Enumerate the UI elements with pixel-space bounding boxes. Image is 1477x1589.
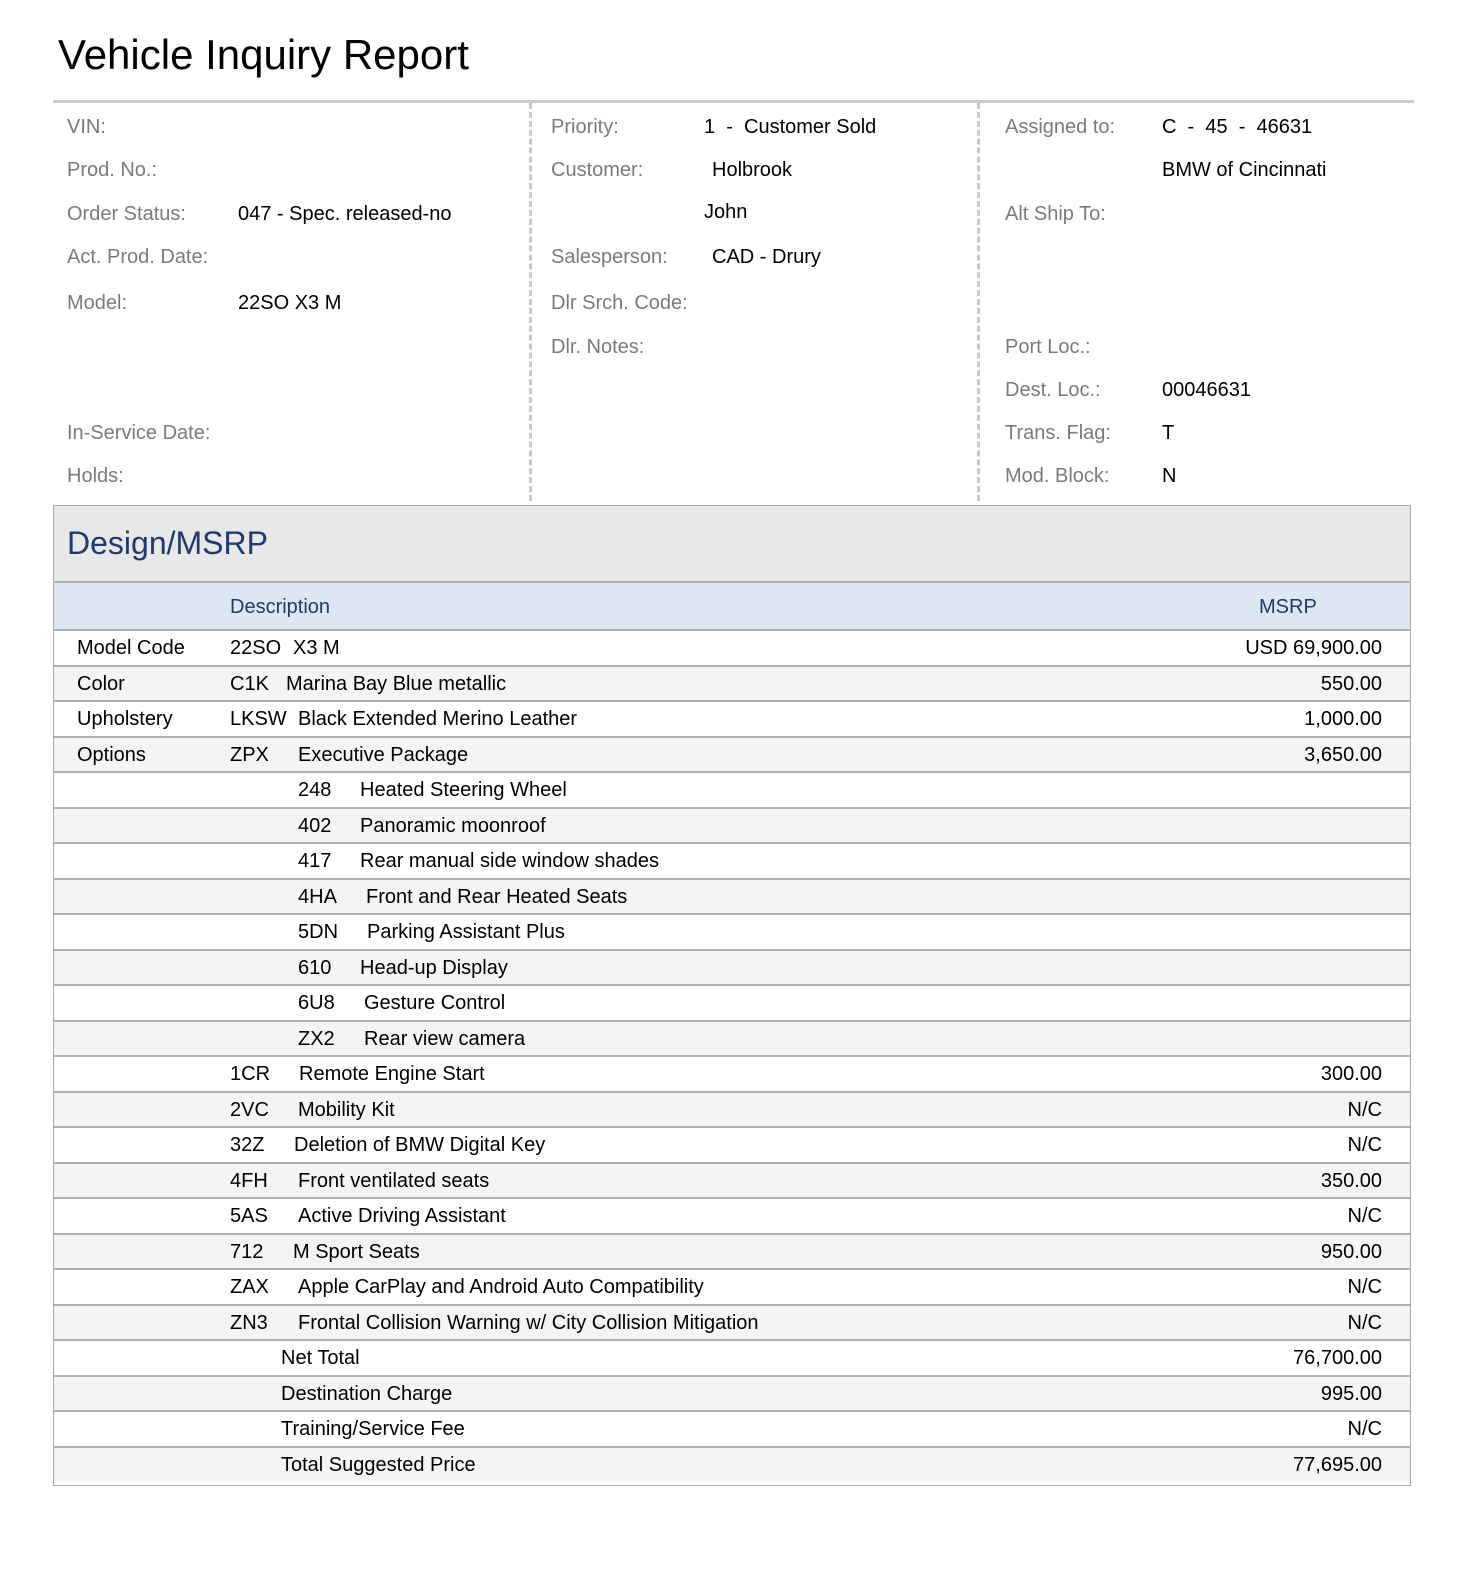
in-service-date-label: In-Service Date: (67, 422, 211, 444)
package-item-code: 5DN (298, 921, 339, 943)
order-status-label: Order Status: (67, 203, 186, 225)
row-price: 550.00 (1320, 672, 1382, 695)
dest-loc-label: Dest. Loc.: (1005, 379, 1101, 401)
mod-block-value: N (1162, 465, 1177, 487)
package-item-row (54, 880, 1410, 916)
package-item-description: Gesture Control (364, 992, 506, 1014)
panel-header (54, 506, 1410, 583)
model-label: Model: (67, 292, 128, 314)
option-price: 300.00 (1320, 1063, 1382, 1085)
package-item-description: Rear view camera (364, 1027, 526, 1050)
order-status-value: 047 - Spec. released-no (238, 203, 452, 225)
customer-label: Customer: (551, 159, 644, 181)
dlr-srch-code-label: Dlr Srch. Code: (551, 292, 688, 314)
package-item-row (54, 1022, 1410, 1058)
row-category: Upholstery (77, 708, 173, 730)
option-row (54, 1128, 1410, 1164)
package-item-row (54, 915, 1410, 951)
dlr-notes-label: Dlr. Notes: (551, 336, 645, 358)
net-total-row (54, 1341, 1410, 1377)
package-item-row (54, 773, 1410, 809)
total-value: 76,700.00 (1293, 1347, 1382, 1369)
assigned-to-code: C - 45 - 46631 (1162, 116, 1313, 138)
total-suggested-price-row (54, 1448, 1410, 1482)
package-item-code: 248 (298, 779, 332, 801)
total-label: Training/Service Fee (281, 1418, 465, 1440)
row-price: 3,650.00 (1304, 743, 1382, 766)
priority-label: Priority: (551, 116, 619, 138)
option-row (54, 1235, 1410, 1271)
alt-ship-to-label: Alt Ship To: (1005, 203, 1106, 225)
msrp-column-header: MSRP (1259, 596, 1317, 618)
report-title: Vehicle Inquiry Report (58, 31, 469, 78)
package-item-code: ZX2 (298, 1027, 335, 1050)
port-loc-label: Port Loc.: (1005, 336, 1091, 358)
package-item-description: Head-up Display (360, 956, 508, 979)
assigned-to-dealer: BMW of Cincinnati (1162, 159, 1327, 181)
option-description: Mobility Kit (298, 1098, 395, 1121)
row-category: Model Code (77, 637, 185, 659)
package-item-code: 417 (298, 850, 332, 872)
option-description: M Sport Seats (293, 1240, 420, 1263)
package-item-row (54, 951, 1410, 987)
act-prod-date-label: Act. Prod. Date: (67, 246, 209, 268)
package-item-code: 6U8 (298, 992, 335, 1014)
row-description: Executive Package (298, 743, 469, 766)
option-code: ZAX (230, 1276, 269, 1298)
option-row (54, 1270, 1410, 1306)
option-price: N/C (1347, 1276, 1382, 1298)
option-description: Frontal Collision Warning w/ City Collision Mitigation (298, 1311, 759, 1334)
total-label: Total Suggested Price (281, 1453, 476, 1476)
row-description: Marina Bay Blue metallic (286, 672, 507, 695)
option-price: N/C (1347, 1098, 1382, 1121)
total-label: Destination Charge (281, 1382, 453, 1405)
total-value: 77,695.00 (1293, 1453, 1382, 1476)
row-code: C1K (230, 672, 269, 695)
row-category: Color (77, 672, 125, 695)
panel-title: Design/MSRP (67, 525, 268, 561)
customer-first-name: John (704, 201, 748, 223)
option-code: 2VC (230, 1098, 269, 1121)
row-category: Options (77, 743, 146, 766)
trans-flag-value: T (1162, 422, 1175, 444)
package-item-description: Parking Assistant Plus (367, 921, 565, 943)
description-column-header: Description (230, 596, 331, 618)
table-row-options (54, 738, 1410, 774)
option-code: 4FH (230, 1169, 268, 1192)
salesperson-label: Salesperson: (551, 246, 668, 268)
option-row (54, 1093, 1410, 1129)
table-row-model-code (54, 631, 1410, 667)
header-divider (53, 100, 1414, 103)
table-row-color (54, 667, 1410, 703)
option-code: 712 (230, 1240, 264, 1263)
design-msrp-panel (53, 505, 1411, 1486)
trans-flag-label: Trans. Flag: (1005, 422, 1111, 444)
vin-label: VIN: (67, 116, 106, 138)
package-item-row (54, 809, 1410, 845)
option-price: N/C (1347, 1205, 1382, 1227)
destination-charge-row (54, 1377, 1410, 1413)
package-item-description: Heated Steering Wheel (360, 779, 567, 801)
table-header (54, 583, 1410, 631)
msrp-table-body (54, 631, 1410, 1481)
column-divider-2 (977, 103, 980, 501)
table-row-upholstery (54, 702, 1410, 738)
model-value: 22SO X3 M (238, 292, 342, 314)
salesperson-value: CAD - Drury (712, 246, 821, 268)
total-label: Net Total (281, 1347, 360, 1369)
option-code: 1CR (230, 1063, 271, 1085)
mod-block-label: Mod. Block: (1005, 465, 1110, 487)
option-row (54, 1164, 1410, 1200)
option-code: ZN3 (230, 1311, 268, 1334)
package-item-row (54, 986, 1410, 1022)
prod-no-label: Prod. No.: (67, 159, 158, 181)
option-price: N/C (1347, 1311, 1382, 1334)
row-code: LKSW (230, 708, 287, 730)
row-code: 22SO (230, 637, 282, 659)
package-item-code: 610 (298, 956, 332, 979)
package-item-description: Panoramic moonroof (360, 814, 546, 837)
option-code: 32Z (230, 1134, 265, 1156)
option-code: 5AS (230, 1205, 268, 1227)
option-price: 950.00 (1320, 1240, 1382, 1263)
option-description: Front ventilated seats (298, 1169, 490, 1192)
row-code: ZPX (230, 743, 269, 766)
training-service-fee-row (54, 1412, 1410, 1448)
package-item-description: Rear manual side window shades (360, 850, 660, 872)
option-description: Apple CarPlay and Android Auto Compatibility (298, 1276, 704, 1298)
option-description: Deletion of BMW Digital Key (294, 1134, 546, 1156)
row-description: X3 M (293, 637, 340, 659)
total-value: N/C (1347, 1418, 1382, 1440)
package-item-row (54, 844, 1410, 880)
priority-value: 1 - Customer Sold (704, 116, 877, 138)
holds-label: Holds: (67, 465, 124, 487)
dest-loc-value: 00046631 (1162, 379, 1251, 401)
column-divider-1 (529, 103, 532, 501)
option-description: Remote Engine Start (299, 1063, 485, 1085)
option-description: Active Driving Assistant (298, 1205, 506, 1227)
option-row (54, 1306, 1410, 1342)
row-price: 1,000.00 (1304, 708, 1382, 730)
customer-last-name: Holbrook (712, 159, 793, 181)
option-price: 350.00 (1320, 1169, 1382, 1192)
total-value: 995.00 (1320, 1382, 1382, 1405)
row-description: Black Extended Merino Leather (298, 708, 578, 730)
option-row (54, 1199, 1410, 1235)
assigned-to-label: Assigned to: (1005, 116, 1116, 138)
package-item-description: Front and Rear Heated Seats (366, 885, 628, 908)
option-price: N/C (1347, 1134, 1382, 1156)
row-price: USD 69,900.00 (1245, 637, 1382, 659)
package-item-code: 4HA (298, 885, 337, 908)
package-item-code: 402 (298, 814, 332, 837)
option-row (54, 1057, 1410, 1093)
